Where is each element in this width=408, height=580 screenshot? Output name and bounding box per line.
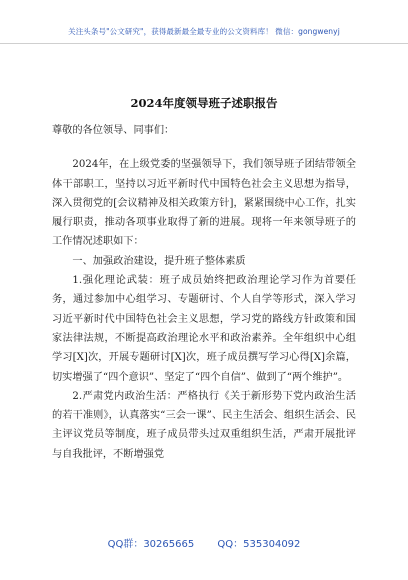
paragraph-party-life: 2.严肃党内政治生活：严格执行《关于新形势下党内政治生活的若干准则》，认真落实“三会一课”、民主生活会、组织生活会、民主评议党员等制度，班子成员带头过双重组织生活，严肃开展批评与自我批评，不断增强党 <box>52 390 356 460</box>
greeting: 尊敬的各位领导、同事们： <box>52 125 175 136</box>
section-heading: 一、加强政治建设，提升班子整体素质 <box>72 255 246 267</box>
footer-qq-group: QQ群：30265665 <box>107 539 195 550</box>
header-promo-text: 关注头条号"公文研究"，获得最新最全最专业的公文资料库！ 微信：gongwenyj <box>68 27 340 36</box>
footer-qq: QQ：535304092 <box>217 539 301 550</box>
paragraph-theory: 1.强化理论武装：班子成员始终把政治理论学习作为首要任务，通过参加中心组学习、专题研讨、个人自学等形式，深入学习习近平新时代中国特色社会主义思想，学习党的路线方针政策和国家法律法规，不断提高政治理论水平和政治素养。全年组织中心组学习[X]次，开展专题研讨[X]次，班子成员撰写学习心得[X]余篇，切实增强了“四个意识”、坚定了“四个自信”、做到了“两个维护”。 <box>52 275 356 383</box>
document-body <box>52 121 356 464</box>
document-title: 2024年度领导班子述职报告 <box>130 96 278 110</box>
page-header <box>0 0 408 44</box>
page-footer <box>0 535 408 550</box>
paragraph-intro: 2024年，在上级党委的坚强领导下，我们领导班子团结带领全体干部职工，坚持以习近平新时代中国特色社会主义思想为指导，深入贯彻党的[会议精神及相关政策方针]，紧紧围绕中心工作，扎实履行职责，推动各项事业取得了新的进展。现将一年来领导班子的工作情况述职如下： <box>52 159 356 248</box>
